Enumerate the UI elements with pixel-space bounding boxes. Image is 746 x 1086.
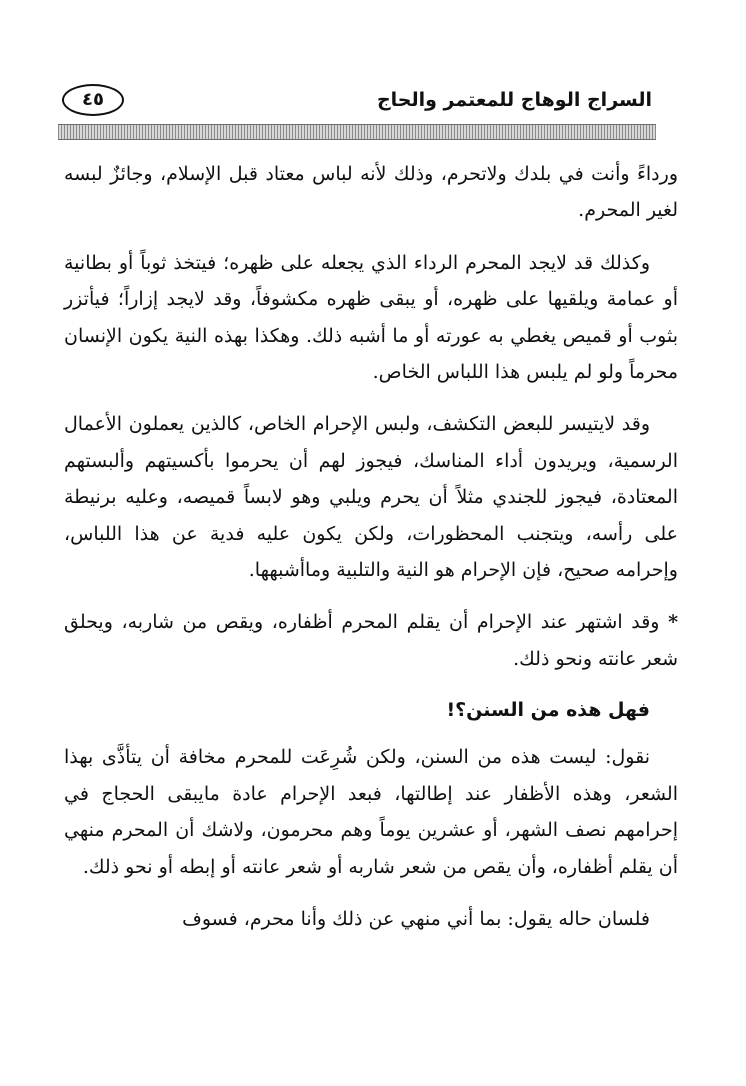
page-header bbox=[58, 84, 656, 118]
page-number-badge: ٤٥ bbox=[62, 84, 124, 116]
body-text bbox=[64, 156, 678, 953]
paragraph-6: فلسان حاله يقول: بما أني منهي عن ذلك وأنا محرم، فسوف bbox=[182, 907, 650, 930]
paragraph-2: وكذلك قد لايجد المحرم الرداء الذي يجعله على ظهره؛ فيتخذ ثوباً أو بطانية أو عمامة ويلقيها على ظهره، أو يبقى ظهره مكشوفاً، وقد لايجد إزاراً؛ فيأتزر بثوب أو قميص يغطي به عورته أو ما أشبه ذلك. وهكذا بهذه النية يكون الإنسان محرماً ولو لم يلبس هذا اللباس الخاص. bbox=[64, 251, 678, 384]
paragraph-3: وقد لايتيسر للبعض التكشف، ولبس الإحرام الخاص، كالذين يعملون الأعمال الرسمية، ويريدون أداء المناسك، فيجوز لهم أن يحرموا بأكسيتهم وألبستهم المعتادة، فيجوز للجندي مثلاً أن يحرم ويلبي وهو لابساً قميصه، وعليه برنيطة على رأسه، ويتجنب المحظورات، ولكن يكون عليه فدية عن هذا اللباس، وإحرامه صحيح، فإن الإحرام هو النية والتلبية وماأشبهها. bbox=[64, 413, 678, 582]
asterisk-marker: * bbox=[668, 611, 679, 634]
running-title: السراج الوهاج للمعتمر والحاج bbox=[376, 89, 652, 111]
paragraph-1: ورداءً وأنت في بلدك ولاتحرم، وذلك لأنه لباس معتاد قبل الإسلام، وجائزٌ لبسه لغير المحرم. bbox=[64, 163, 678, 222]
paragraph-4 bbox=[64, 604, 678, 677]
section-question-heading: فهل هذه من السنن؟! bbox=[446, 699, 650, 722]
paragraph-5: نقول: ليست هذه من السنن، ولكن شُرِعَت للمحرم مخافة أن يتأذَّى بهذا الشعر، وهذه الأظفار عند إطالتها، فبعد الإحرام عادة مايبقى الحجاج في إحرامهم نصف الشهر، أو عشرين يوماً وهم محرمون، ولاشك أن المحرم منهي أن يقلم أظفاره، وأن يقص من شعر شاربه أو شعر عانته أو إبطه أو نحو ذلك. bbox=[64, 746, 678, 878]
header-divider bbox=[58, 124, 656, 140]
paragraph-4-text: وقد اشتهر عند الإحرام أن يقلم المحرم أظفاره، ويقص من شاربه، ويحلق شعر عانته ونحو ذلك. bbox=[64, 611, 678, 670]
